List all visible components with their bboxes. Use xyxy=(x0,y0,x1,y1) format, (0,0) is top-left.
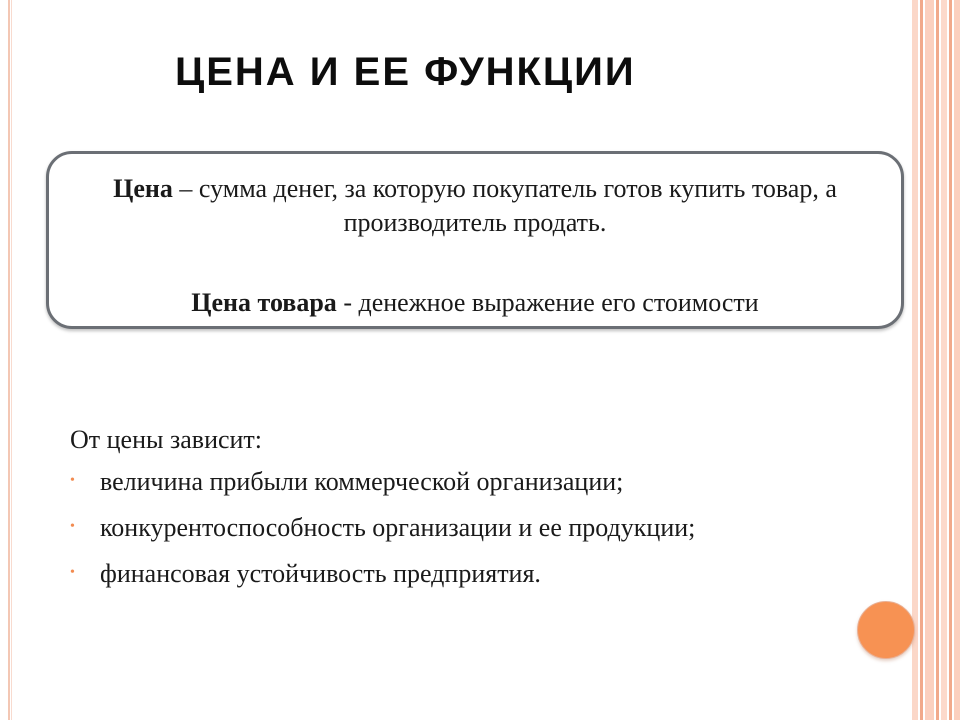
bullet-icon: • xyxy=(70,473,75,488)
list-item-text: величина прибыли коммерческой организации; xyxy=(100,467,624,496)
definition-price xyxy=(49,172,901,240)
definition-goods-price-text: - денежное выражение его стоимости xyxy=(336,288,759,317)
right-decor-stripes xyxy=(912,0,960,720)
bullet-icon: • xyxy=(70,519,75,534)
slide-title: ЦЕНА И ЕЕ ФУНКЦИИ xyxy=(175,50,636,94)
definition-price-text: – сумма денег, за которую покупатель готов купить товар, а производитель продать. xyxy=(172,174,837,237)
list-item xyxy=(70,467,850,497)
left-decor-line xyxy=(8,0,10,720)
list-item-text: финансовая устойчивость предприятия. xyxy=(100,559,541,588)
list-item-text: конкурентоспособность организации и ее продукции; xyxy=(100,513,696,542)
term-goods-price: Цена товара xyxy=(191,288,337,317)
list-item xyxy=(70,559,850,589)
definition-goods-price xyxy=(49,286,901,320)
dependencies-section xyxy=(70,424,850,589)
list-item xyxy=(70,513,850,543)
definition-box xyxy=(46,151,904,329)
bullet-icon: • xyxy=(70,565,75,580)
dependencies-heading: От цены зависит: xyxy=(70,425,263,454)
term-price: Цена xyxy=(113,174,173,203)
orange-circle-decoration xyxy=(857,601,915,659)
dependencies-list xyxy=(70,467,850,589)
left-decor-line-inner xyxy=(11,0,12,720)
